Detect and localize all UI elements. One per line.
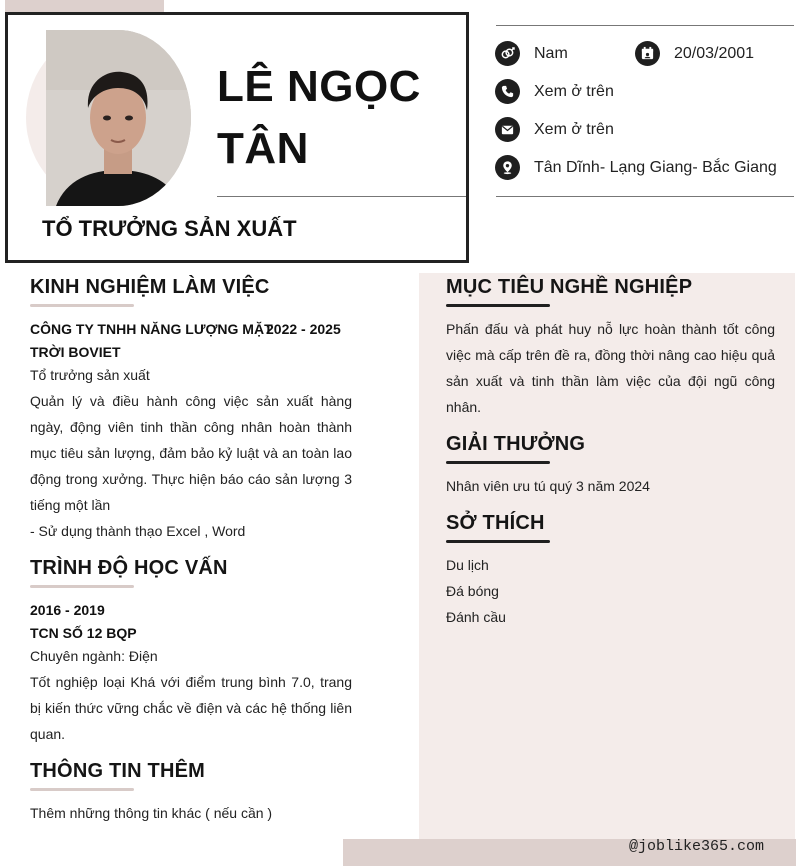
objective-title-underline [446,304,550,307]
envelope-icon [495,117,520,142]
experience-section-title: KINH NGHIỆM LÀM VIỆC [30,276,270,298]
additional-section-title: THÔNG TIN THÊM [30,760,206,782]
gender-value: Nam [534,44,568,62]
contact-address [495,155,777,180]
education-major: Chuyên ngành: Điện [30,648,158,664]
hobby-item: Đá bóng [446,583,499,599]
awards-section-title: GIẢI THƯỞNG [446,433,586,455]
awards-text: Nhân viên ưu tú quý 3 năm 2024 [446,478,650,494]
contact-email[interactable] [495,117,614,142]
additional-title-underline [30,788,134,791]
phone-icon [495,79,520,104]
additional-text: Thêm những thông tin khác ( nếu cần ) [30,805,273,821]
hobby-item: Du lịch [446,557,489,573]
experience-description: Quản lý và điều hành công việc sản xuất hàng ngày, động viên tinh thần công nhân hoàn thành mục tiêu sản lượng, đảm bảo kỷ luật và an toàn lao động trong xưởng. Thực hiện báo cáo sản lượng 3 tiếng một lần [30,393,352,513]
experience-skills: - Sử dụng thành thạo Excel , Word [30,523,246,539]
email-value[interactable]: Xem ở trên [534,120,614,138]
contact-divider-bottom [496,196,794,197]
name-line-1: LÊ NGỌC [217,62,421,111]
education-title-underline [30,585,134,588]
calendar-icon [635,41,660,66]
objective-text: Phấn đấu và phát huy nỗ lực hoàn thành tốt công việc mà cấp trên đề ra, đồng thời nâng cao hiệu quả sản xuất và tinh thần làm việc của đội ngũ công nhân. [446,321,775,415]
footer-watermark[interactable]: @joblike365.com [628,838,764,855]
name-line-2: TÂN [217,124,309,173]
contact-divider-top [496,25,794,26]
candidate-name [217,56,457,180]
objective-section-title: MỤC TIÊU NGHỀ NGHIỆP [446,276,693,298]
experience-period: 2022 - 2025 [266,321,341,337]
job-title: TỔ TRƯỞNG SẢN XUẤT [42,216,297,241]
education-school: TCN SỐ 12 BQP [30,625,137,641]
company-line-1: CÔNG TY TNHH NĂNG LƯỢNG MẶT [30,321,273,337]
awards-title-underline [446,461,550,464]
gender-icon [495,41,520,66]
avatar-portrait-icon [46,30,191,206]
address-value: Tân Dĩnh- Lạng Giang- Bắc Giang [534,158,777,176]
contact-birthdate [635,41,754,66]
location-pin-icon [495,155,520,180]
experience-company [30,318,273,364]
avatar [46,30,191,206]
education-period: 2016 - 2019 [30,602,105,618]
contact-gender [495,41,568,66]
name-divider [217,196,466,197]
experience-title-underline [30,304,134,307]
birthdate-value: 20/03/2001 [674,44,755,62]
experience-position: Tổ trưởng sản xuất [30,367,150,383]
contact-phone[interactable] [495,79,614,104]
hobbies-section-title: SỞ THÍCH [446,512,545,534]
education-description: Tốt nghiệp loại Khá với điểm trung bình 7.0, trang bị kiến thức vững chắc về điện và các hệ thống liên quan. [30,674,352,742]
company-line-2: TRỜI BOVIET [30,344,121,360]
education-section-title: TRÌNH ĐỘ HỌC VẤN [30,557,228,579]
hobby-item: Đánh cầu [446,609,506,625]
hobbies-title-underline [446,540,550,543]
phone-value[interactable]: Xem ở trên [534,82,614,100]
